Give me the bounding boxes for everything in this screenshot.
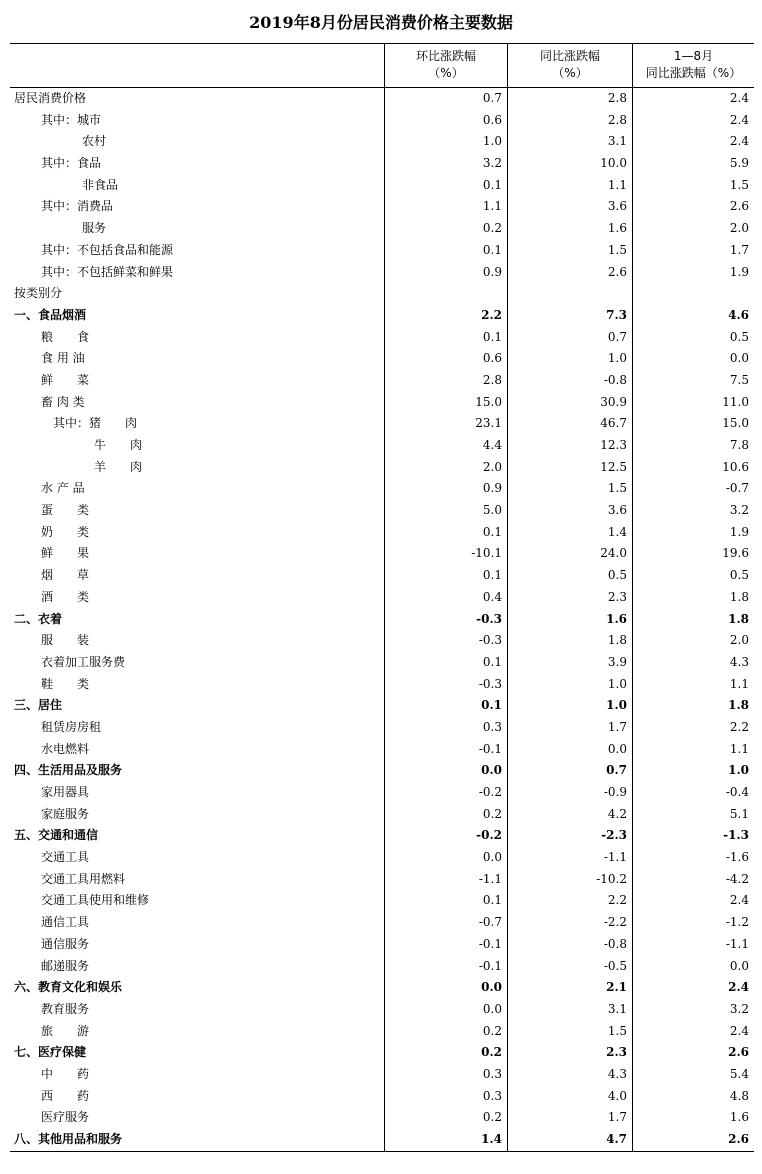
row-value-v2: 1.5 [607, 481, 627, 496]
row-value-v1: 2.0 [482, 459, 502, 474]
row-value-v2: 3.9 [607, 654, 627, 669]
row-value-v3: 0.5 [729, 568, 749, 583]
row-value-v2: 1.4 [607, 524, 627, 539]
row-label: 其中：猪 肉 [53, 416, 138, 431]
row-value-v3: -0.7 [725, 481, 749, 496]
row-label: 水电燃料 [41, 741, 90, 756]
table-row [10, 977, 754, 999]
row-value-v2: 4.3 [607, 1066, 627, 1081]
table-row [10, 674, 754, 696]
row-value-v2: 1.0 [607, 351, 627, 366]
row-value-v3: 2.4 [729, 91, 749, 105]
row-value-v3: 5.4 [729, 1066, 749, 1081]
row-value-v3: 1.8 [728, 611, 749, 626]
row-value-v3: 3.2 [729, 1001, 749, 1016]
table-row [10, 348, 754, 370]
table-row [10, 934, 754, 956]
row-value-v2: 1.7 [607, 1110, 627, 1125]
row-value-v1: 0.4 [482, 589, 502, 604]
row-label: 服务 [82, 221, 107, 236]
row-label: 其中：城市 [41, 112, 102, 127]
row-value-v2: 2.8 [607, 112, 627, 127]
row-value-v2: -1.1 [603, 850, 627, 865]
header-yoy-line1: 同比涨跌幅 [539, 49, 600, 63]
row-value-v2: -0.8 [603, 936, 627, 951]
row-value-v2: 1.1 [607, 177, 627, 192]
row-value-v1: 0.3 [482, 719, 502, 734]
table-body [10, 88, 754, 1151]
row-value-v2: 10.0 [600, 156, 627, 171]
row-label: 三、居住 [14, 698, 63, 713]
row-label: 奶 类 [41, 524, 90, 539]
row-value-v3: 1.5 [729, 177, 749, 192]
table-row [10, 630, 754, 652]
table-row [10, 327, 754, 349]
table-row [10, 1107, 754, 1129]
row-value-v2: 1.5 [607, 1023, 627, 1038]
table-row [10, 782, 754, 804]
row-value-v1: 0.0 [481, 763, 502, 778]
row-value-v2: 30.9 [600, 394, 627, 409]
table-row [10, 500, 754, 522]
row-value-v3: 1.0 [728, 763, 749, 778]
table-row [10, 370, 754, 392]
row-label: 七、医疗保健 [14, 1045, 87, 1060]
row-value-v3: 19.6 [722, 546, 749, 561]
row-label: 医疗服务 [41, 1110, 90, 1125]
row-value-v1: 0.1 [482, 568, 502, 583]
row-label: 家庭服务 [41, 806, 90, 821]
row-value-v1: 0.3 [482, 1066, 502, 1081]
row-value-v3: 2.6 [728, 1132, 749, 1146]
row-label: 二、衣着 [14, 611, 63, 626]
row-value-v3: 4.8 [729, 1088, 749, 1103]
table-row [10, 1086, 754, 1108]
table-row [10, 565, 754, 587]
row-value-v3: 1.8 [728, 698, 749, 713]
row-value-v1: 5.0 [482, 503, 502, 518]
row-label: 通信工具 [41, 915, 90, 930]
row-value-v1: -0.1 [478, 741, 502, 756]
row-value-v2: -0.9 [603, 785, 627, 799]
table-row [10, 804, 754, 826]
row-value-v3: 1.7 [729, 242, 749, 257]
row-value-v1: -0.1 [478, 936, 502, 951]
row-value-v2: 3.1 [607, 1001, 627, 1016]
row-value-v3: 1.1 [729, 741, 749, 756]
table-row [10, 262, 754, 284]
row-label: 其中：不包括食品和能源 [41, 242, 174, 257]
row-value-v1: -0.7 [478, 915, 502, 930]
header-mom [384, 44, 507, 87]
row-label: 鞋 类 [41, 676, 90, 691]
row-value-v1: -0.3 [478, 676, 502, 691]
table-row [10, 1021, 754, 1043]
row-value-v3: -1.3 [723, 828, 749, 843]
row-value-v1: 0.9 [482, 481, 502, 496]
row-value-v1: 0.2 [482, 1023, 502, 1038]
table-row [10, 413, 754, 435]
row-value-v3: -1.2 [725, 915, 749, 930]
row-value-v2: 46.7 [600, 416, 627, 431]
row-value-v1: 0.1 [482, 524, 502, 539]
row-label: 邮递服务 [41, 958, 90, 973]
row-label: 鲜 果 [41, 546, 90, 561]
table-row [10, 739, 754, 761]
table-row [10, 153, 754, 175]
row-value-v1: 0.0 [482, 850, 502, 865]
table-row [10, 652, 754, 674]
row-label: 其中：不包括鲜菜和鲜果 [41, 264, 174, 279]
row-value-v2: 0.0 [607, 741, 627, 756]
row-value-v3: 2.0 [729, 633, 749, 648]
header-yoy [507, 44, 632, 87]
row-value-v1: 0.1 [482, 329, 502, 344]
row-label: 旅 游 [41, 1023, 90, 1038]
table-row [10, 587, 754, 609]
row-value-v3: 2.6 [728, 1045, 749, 1060]
row-value-v1: 0.0 [481, 980, 502, 995]
table-row [10, 890, 754, 912]
row-value-v2: 2.1 [606, 980, 627, 995]
row-label: 食 用 油 [41, 351, 85, 366]
row-value-v2: 4.7 [606, 1132, 627, 1146]
row-value-v2: -0.5 [603, 958, 627, 973]
row-label: 非食品 [82, 177, 119, 192]
row-value-v2: 2.3 [607, 589, 627, 604]
row-value-v2: 12.5 [600, 459, 627, 474]
table-row [10, 760, 754, 782]
row-value-v3: -1.6 [725, 850, 749, 865]
row-value-v1: 2.2 [481, 307, 502, 322]
row-label: 交通工具 [41, 850, 90, 865]
row-label: 其中：消费品 [41, 199, 114, 214]
row-value-v1: 2.8 [482, 372, 502, 387]
row-value-v2: 1.8 [607, 633, 627, 648]
table-row [10, 847, 754, 869]
row-label: 教育服务 [41, 1001, 90, 1016]
row-value-v1: 0.2 [482, 806, 502, 821]
row-value-v1: 0.1 [481, 698, 502, 713]
row-value-v3: -4.2 [725, 871, 749, 886]
table-row [10, 1064, 754, 1086]
row-label: 按类别分 [14, 286, 63, 301]
row-value-v1: 0.2 [482, 1110, 502, 1125]
row-label: 通信服务 [41, 936, 90, 951]
table-row [10, 912, 754, 934]
table-row [10, 522, 754, 544]
row-value-v1: 4.4 [482, 438, 502, 452]
row-label: 农村 [82, 134, 107, 149]
table-header [10, 43, 754, 88]
header-yoy-line2: （%） [552, 66, 588, 80]
row-value-v2: 3.1 [607, 134, 627, 149]
row-value-v2: 1.0 [606, 698, 627, 713]
row-value-v1: 3.2 [482, 156, 502, 171]
table-bottom-rule [10, 1151, 754, 1152]
table-row [10, 1129, 754, 1151]
table-row [10, 1042, 754, 1064]
table-row [10, 435, 754, 457]
row-value-v3: 2.4 [729, 134, 749, 149]
row-value-v2: 2.3 [606, 1045, 627, 1060]
row-value-v3: 3.2 [729, 503, 749, 518]
row-value-v2: 24.0 [600, 546, 627, 561]
row-label: 酒 类 [41, 589, 90, 604]
row-value-v3: 5.1 [729, 806, 749, 821]
row-value-v1: 0.1 [482, 654, 502, 669]
page-title: 2019年8月份居民消费价格主要数据 [249, 13, 513, 32]
row-label: 水 产 品 [41, 481, 85, 496]
row-value-v2: -0.8 [603, 372, 627, 387]
row-value-v2: 7.3 [606, 307, 627, 322]
row-value-v1: -0.3 [476, 611, 502, 626]
row-value-v2: -2.2 [603, 915, 627, 930]
row-value-v2: 2.6 [607, 264, 627, 279]
table-row [10, 695, 754, 717]
row-label: 中 药 [41, 1066, 90, 1081]
row-value-v1: 0.6 [482, 351, 502, 366]
row-label: 其中：食品 [41, 156, 102, 171]
row-label: 服 装 [41, 633, 90, 648]
row-value-v1: 0.6 [482, 112, 502, 127]
row-value-v2: 1.6 [607, 221, 627, 236]
row-label: 八、其他用品和服务 [14, 1132, 123, 1146]
table-row [10, 478, 754, 500]
row-value-v1: 0.7 [482, 91, 502, 105]
row-value-v2: -2.3 [601, 828, 627, 843]
row-label: 交通工具用燃料 [41, 871, 126, 886]
row-label: 租赁房房租 [41, 719, 102, 734]
row-value-v3: 1.8 [729, 589, 749, 604]
row-value-v3: 0.0 [729, 958, 749, 973]
row-label: 羊 肉 [94, 459, 143, 474]
row-value-v3: 5.9 [729, 156, 749, 171]
row-value-v3: 4.3 [729, 654, 749, 669]
row-value-v2: 0.7 [606, 763, 627, 778]
row-value-v2: 12.3 [600, 438, 627, 452]
row-value-v1: 0.2 [481, 1045, 502, 1060]
row-label: 五、交通和通信 [14, 828, 99, 843]
row-value-v3: 2.6 [729, 199, 749, 214]
row-value-v2: 1.0 [607, 676, 627, 691]
row-value-v2: 4.2 [607, 806, 627, 821]
row-value-v1: -0.1 [478, 958, 502, 973]
row-value-v1: 0.9 [482, 264, 502, 279]
table-row [10, 999, 754, 1021]
row-value-v2: 1.6 [606, 611, 627, 626]
row-label: 西 药 [41, 1088, 90, 1103]
row-value-v3: 0.5 [729, 329, 749, 344]
row-label: 畜 肉 类 [41, 394, 85, 409]
row-value-v3: -0.4 [725, 785, 749, 799]
row-label: 蛋 类 [41, 503, 90, 518]
row-label: 衣着加工服务费 [41, 654, 126, 669]
row-value-v1: 0.2 [482, 221, 502, 236]
row-value-v3: 1.9 [729, 264, 749, 279]
row-value-v1: 0.0 [482, 1001, 502, 1016]
row-value-v3: 1.9 [729, 524, 749, 539]
row-value-v2: 3.6 [607, 199, 627, 214]
row-label: 四、生活用品及服务 [14, 763, 123, 778]
row-value-v1: -10.1 [471, 546, 502, 561]
row-label: 鲜 菜 [41, 372, 90, 387]
table-row [10, 869, 754, 891]
row-value-v1: 15.0 [475, 394, 502, 409]
table-row [10, 457, 754, 479]
row-value-v1: 0.1 [482, 242, 502, 257]
table-row [10, 240, 754, 262]
table-row [10, 131, 754, 153]
row-value-v2: 4.0 [607, 1088, 627, 1103]
row-value-v2: 2.8 [607, 91, 627, 105]
row-value-v2: -10.2 [596, 871, 627, 886]
header-ytd [632, 44, 754, 87]
row-value-v1: -0.2 [478, 785, 502, 799]
table-row [10, 609, 754, 631]
table-row [10, 956, 754, 978]
row-label: 粮 食 [41, 329, 90, 344]
row-value-v3: 2.4 [728, 980, 749, 995]
row-label: 居民消费价格 [14, 91, 87, 105]
row-value-v2: 3.6 [607, 503, 627, 518]
row-value-v2: 1.7 [607, 719, 627, 734]
row-value-v2: 0.7 [607, 329, 627, 344]
row-value-v3: 11.0 [722, 394, 749, 409]
table-row [10, 392, 754, 414]
row-value-v1: 1.4 [481, 1132, 502, 1146]
row-value-v3: 2.0 [729, 221, 749, 236]
row-value-v2: 2.2 [607, 893, 627, 908]
table-row [10, 88, 754, 110]
row-value-v3: 7.5 [729, 372, 749, 387]
row-value-v3: 2.4 [729, 112, 749, 127]
row-value-v3: 2.2 [729, 719, 749, 734]
row-value-v3: -1.1 [725, 936, 749, 951]
row-value-v1: -1.1 [478, 871, 502, 886]
header-ytd-line2: 同比涨跌幅（%） [645, 66, 742, 80]
row-value-v1: -0.2 [476, 828, 502, 843]
header-ytd-line1: 1—8月 [673, 49, 714, 63]
row-value-v1: 0.3 [482, 1088, 502, 1103]
row-label: 一、食品烟酒 [14, 307, 87, 322]
row-value-v3: 4.6 [728, 307, 749, 322]
row-value-v1: 1.0 [482, 134, 502, 149]
table-row [10, 218, 754, 240]
row-value-v1: -0.3 [478, 633, 502, 648]
row-value-v3: 7.8 [729, 438, 749, 452]
row-value-v3: 1.6 [729, 1110, 749, 1125]
row-value-v1: 1.1 [482, 199, 502, 214]
row-value-v2: 0.5 [607, 568, 627, 583]
table-row [10, 543, 754, 565]
table-row [10, 175, 754, 197]
table-row [10, 825, 754, 847]
table-row [10, 110, 754, 132]
row-label: 牛 肉 [94, 438, 143, 452]
row-label: 家用器具 [41, 785, 90, 799]
header-mom-line2: （%） [428, 66, 464, 80]
row-value-v3: 15.0 [722, 416, 749, 431]
table-row [10, 283, 754, 305]
header-mom-line1: 环比涨跌幅 [415, 49, 476, 63]
row-label: 交通工具使用和维修 [41, 893, 150, 908]
row-value-v3: 2.4 [729, 893, 749, 908]
table-row [10, 196, 754, 218]
table-row [10, 717, 754, 739]
table-row [10, 305, 754, 327]
row-value-v1: 23.1 [475, 416, 502, 431]
row-value-v2: 1.5 [607, 242, 627, 257]
row-value-v3: 10.6 [722, 459, 749, 474]
price-table [10, 43, 754, 1151]
row-label: 烟 草 [41, 568, 90, 583]
row-value-v3: 0.0 [729, 351, 749, 366]
row-value-v3: 1.1 [729, 676, 749, 691]
row-value-v3: 2.4 [729, 1023, 749, 1038]
row-value-v1: 0.1 [482, 177, 502, 192]
row-label: 六、教育文化和娱乐 [14, 980, 123, 995]
row-value-v1: 0.1 [482, 893, 502, 908]
